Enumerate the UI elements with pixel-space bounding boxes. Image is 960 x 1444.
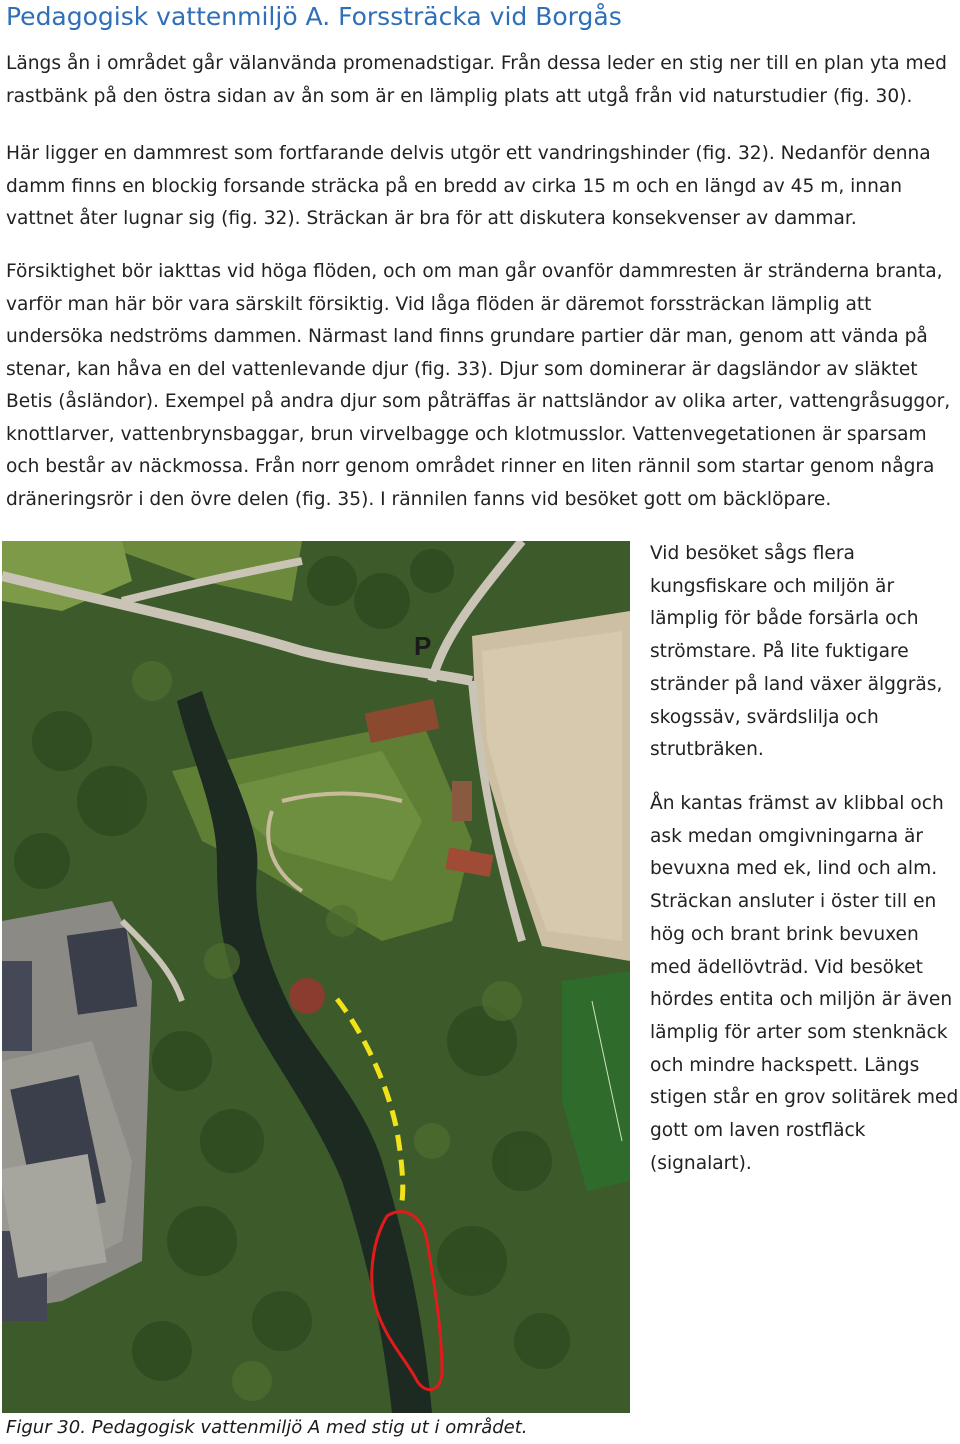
aerial-map: [2, 541, 630, 1413]
parking-label: P: [414, 631, 432, 661]
page-title: Pedagogisk vattenmiljö A. Forssträcka vid Borgås: [6, 2, 622, 31]
paragraph-caution: Försiktighet bör iakttas vid höga flöden, och om man går ovanför dammresten är stränderna branta, varför man här bör vara särskilt försiktig. Vid låga flöden är däremot forssträckan lämplig att undersöka nedströms dammen. Närmast land finns grundare partier där man, genom att vända på stenar, kan håva en del vattenlevande djur (fig. 33). Djur som dominerar är dagsländor av släktet Betis (åsländor). Exempel på andra djur som påträffas är nattsländor av olika arter, vattengråsuggor, knottlarver, vattenbrynsbaggar, brun virvelbagge och klotmusslor. Vattenvegetationen är sparsam och består av näckmossa. Från norr genom området rinner en liten rännil som startar genom några dräneringsrör i den övre delen (fig. 35). I rännilen fanns vid besöket gott om bäcklöpare.: [6, 261, 951, 510]
paragraph-intro: Längs ån i området går välanvända promenadstigar. Från dessa leder en stig ner till en plan yta med rastbänk på den östra sidan av ån som är en lämplig plats att utgå från vid naturstudier (fig. 30).: [6, 53, 947, 107]
sidebar-text-birds: Vid besöket sågs flera kungsfiskare och miljön är lämplig för både forsärla och strömstare. På lite fuktigare stränder på land växer älggräs, skogssäv, svärdslilja och strutbräken.: [650, 543, 943, 761]
sidebar-text-trees: Ån kantas främst av klibbal och ask medan omgivningarna är bevuxna med ek, lind och alm. Sträckan ansluter i öster till en hög och brant brink bevuxen med ädellövträd. Vid besöket hördes entita och miljön är även lämplig för arter som stenknäck och mindre hackspett. Längs stigen står en grov solitärek med gott om laven rostfläck (signalart).: [650, 793, 959, 1174]
figure-caption: Figur 30. Pedagogisk vattenmiljö A med stig ut i området.: [6, 1417, 528, 1438]
paragraph-dam: Här ligger en dammrest som fortfarande delvis utgör ett vandringshinder (fig. 32). Nedanför denna damm finns en blockig forsande sträcka på en bredd av cirka 15 m och en längd av 45 m, innan vattnet åter lugnar sig (fig. 32). Sträckan är bra för att diskutera konsekvenser av dammar.: [6, 143, 931, 229]
